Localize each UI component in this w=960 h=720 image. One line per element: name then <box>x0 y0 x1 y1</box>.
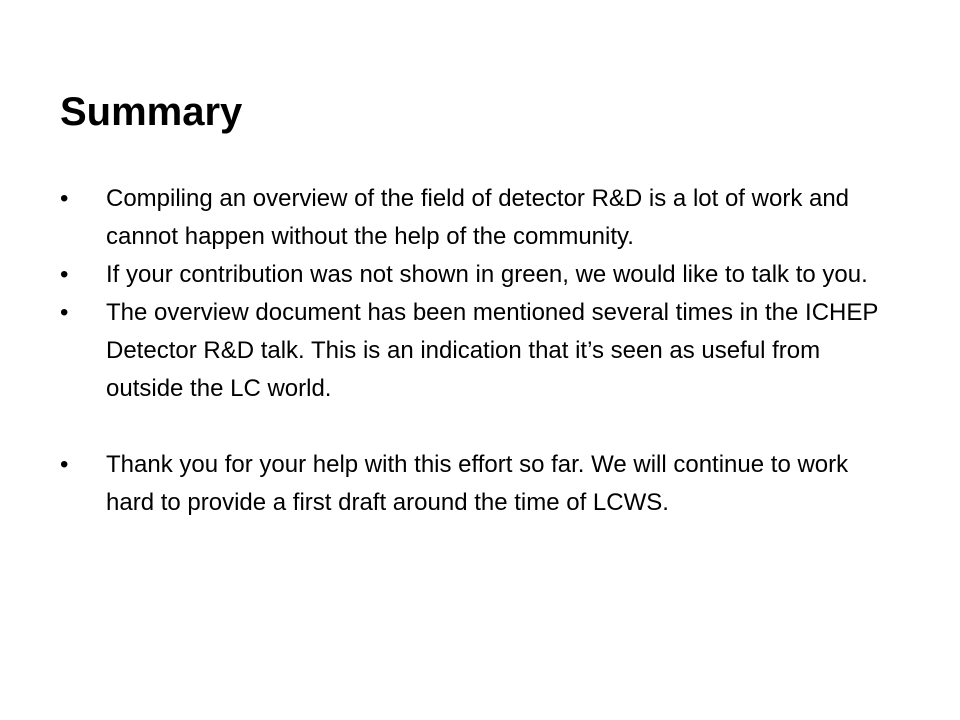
bullet-text: Compiling an overview of the field of detector R&D is a lot of work and cannot happen without the help of the community. <box>106 185 850 250</box>
bullet-text: Thank you for your help with this effort so far. We will continue to work hard to provide a first draft around the time of LCWS. <box>106 451 849 516</box>
bullet-glyph: • <box>60 185 69 212</box>
bullet-text: The overview document has been mentioned several times in the ICHEP Detector R&D talk. This is an indication that it’s seen as useful from outside the LC world. <box>106 299 878 402</box>
bullet-glyph: • <box>60 451 69 478</box>
blank-line <box>60 408 900 446</box>
bullet-item <box>60 256 900 294</box>
bullet-item <box>60 294 900 408</box>
bullet-glyph: • <box>60 261 69 288</box>
bullet-item <box>60 180 900 256</box>
bullet-item <box>60 446 900 522</box>
slide-title: Summary <box>60 90 243 134</box>
bullet-text: If your contribution was not shown in green, we would like to talk to you. <box>106 261 868 288</box>
bullet-list <box>60 180 900 522</box>
bullet-glyph: • <box>60 299 69 326</box>
